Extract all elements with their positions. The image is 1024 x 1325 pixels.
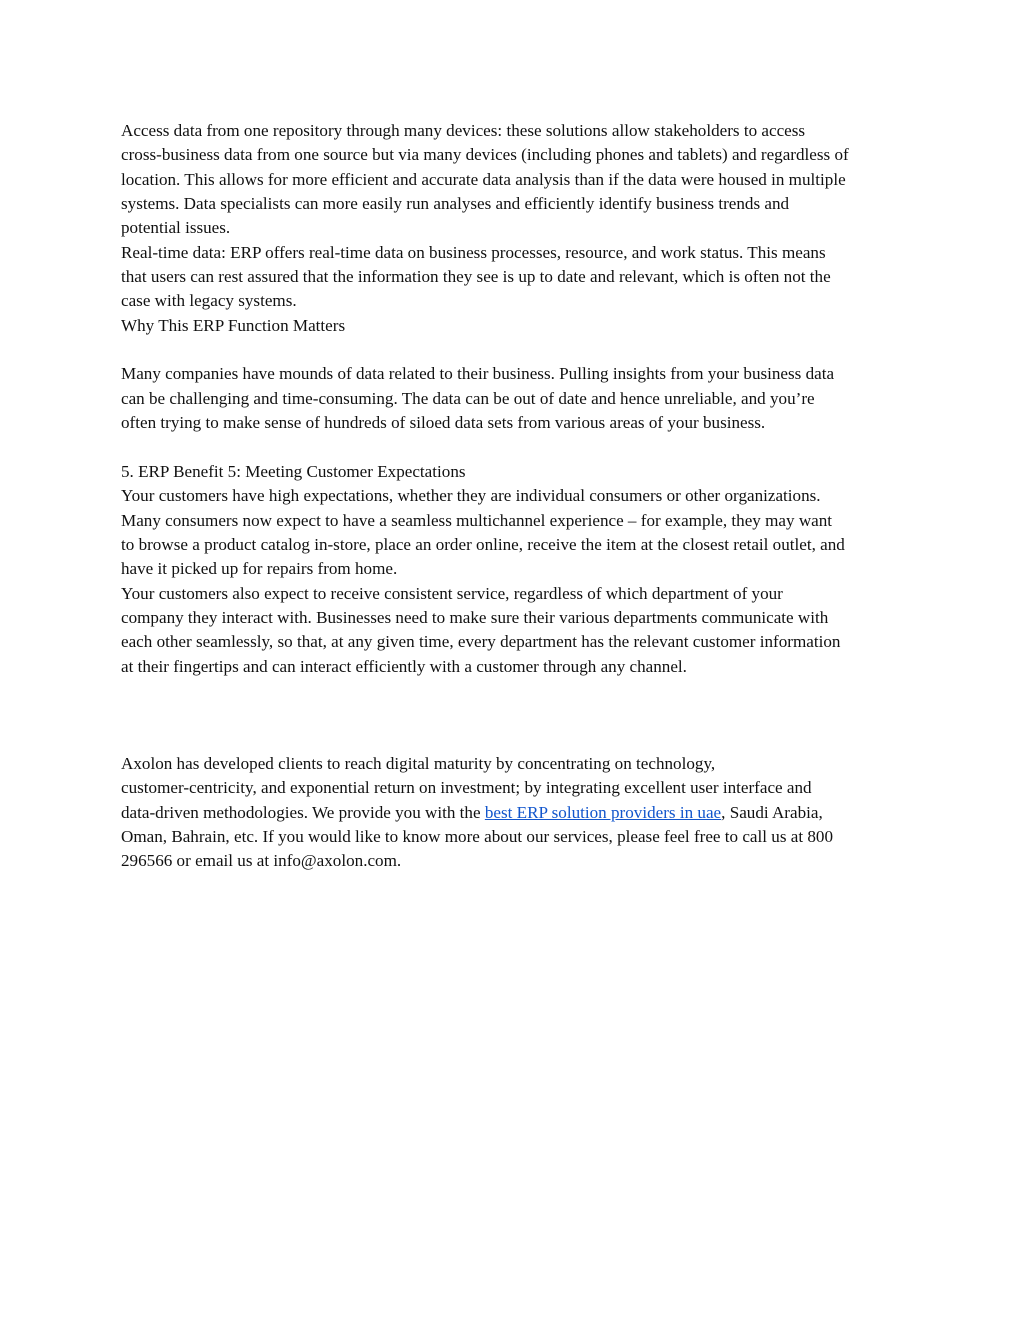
text-line: Real-time data: ERP offers real-time data on business processes, resource, and work status. This means [121,242,826,262]
heading-why-erp-matters: Why This ERP Function Matters [121,315,346,335]
text-line: Many companies have mounds of data related to their business. Pulling insights from your business data [121,364,835,384]
blank-line [121,435,911,459]
text-segment: data-driven methodologies. We provide you with the [121,802,485,822]
paragraph-access-data [121,119,911,241]
paragraph-consistent-service [121,582,911,679]
paragraph-real-time-data [121,241,911,314]
text-line: often trying to make sense of hundreds of siloed data sets from various areas of your business. [121,413,766,433]
text-line: Axolon has developed clients to reach digital maturity by concentrating on technology, [121,753,716,773]
text-line: case with legacy systems. [121,291,297,311]
text-line: Many consumers now expect to have a seamless multichannel experience – for example, they may want [121,510,833,530]
text-line: Your customers also expect to receive consistent service, regardless of which department of your [121,583,783,603]
text-line: each other seamlessly, so that, at any given time, every department has the relevant customer information [121,632,841,652]
text-line: at their fingertips and can interact efficiently with a customer through any channel. [121,656,687,676]
text-line: cross-business data from one source but via many devices (including phones and tablets) and regardless of [121,145,849,165]
paragraph-axolon [121,752,911,874]
text-line: customer-centricity, and exponential return on investment; by integrating excellent user interface and [121,778,812,798]
heading-erp-benefit-5: 5. ERP Benefit 5: Meeting Customer Expectations [121,461,466,481]
text-line: that users can rest assured that the information they see is up to date and relevant, which is often not the [121,267,831,287]
text-line: location. This allows for more efficient and accurate data analysis than if the data were housed in multiple [121,169,846,189]
paragraph-customer-expectations [121,484,911,581]
text-line: potential issues. [121,218,231,238]
blank-line [121,338,911,362]
document-page [121,119,911,874]
text-line: Your customers have high expectations, whether they are individual consumers or other organizations. [121,486,821,506]
text-line: Oman, Bahrain, etc. If you would like to know more about our services, please feel free to call us at 800 [121,826,834,846]
blank-space [121,679,911,752]
text-line: Access data from one repository through many devices: these solutions allow stakeholders to access [121,121,806,140]
text-line: 296566 or email us at info@axolon.com. [121,851,402,871]
text-line: systems. Data specialists can more easily run analyses and efficiently identify business trends and [121,194,790,214]
text-line-with-link [121,801,911,825]
text-line: can be challenging and time-consuming. The data can be out of date and hence unreliable, and you’re [121,388,815,408]
text-segment: , Saudi Arabia, [721,802,823,822]
erp-providers-link[interactable]: best ERP solution providers in uae [484,802,722,822]
text-line: have it picked up for repairs from home. [121,559,398,579]
text-line: company they interact with. Businesses need to make sure their various departments communicate with [121,607,829,627]
paragraph-many-companies [121,362,911,435]
text-line: to browse a product catalog in-store, place an order online, receive the item at the closest retail outlet, and [121,534,845,554]
